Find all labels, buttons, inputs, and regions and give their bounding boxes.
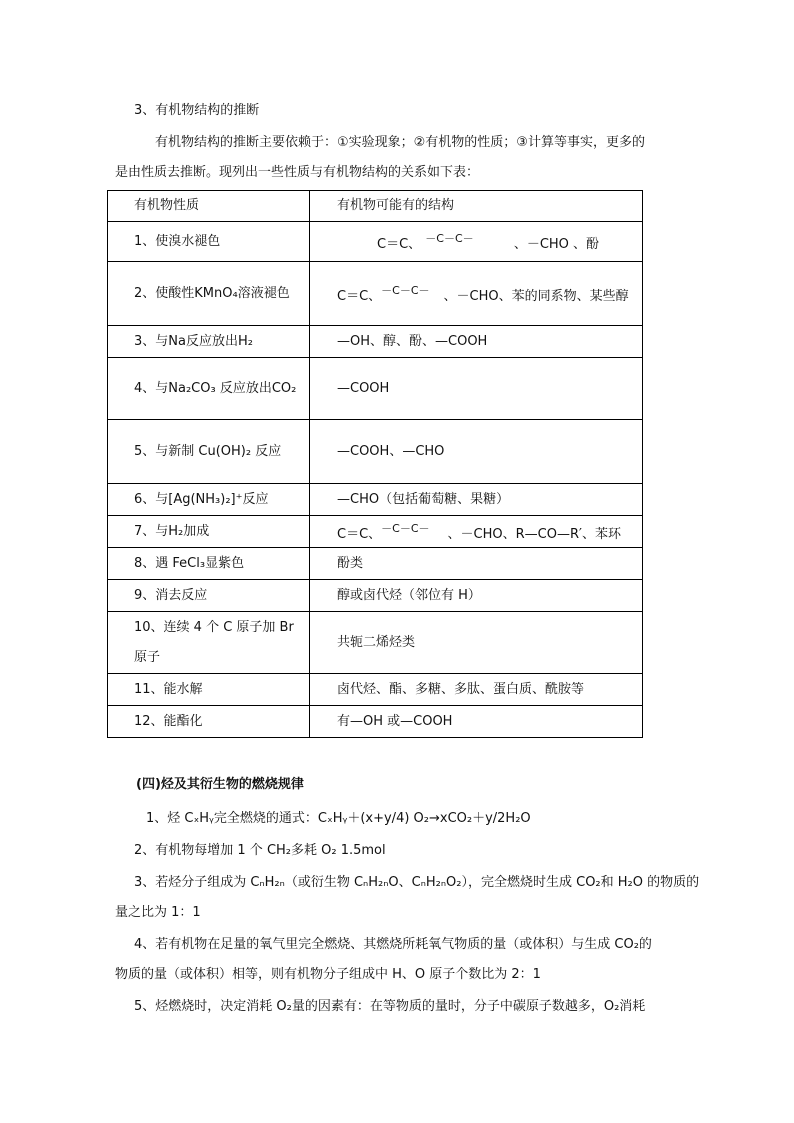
- structure-single-bond: －C－C－: [381, 283, 430, 297]
- table-cell-property: 4、与Na₂CO₃ 反应放出CO₂: [108, 358, 310, 420]
- table-cell-property: 11、能水解: [108, 674, 310, 706]
- table-cell-structure: —CHO（包括葡萄糖、果糖）: [310, 484, 643, 516]
- table-cell-structure: —COOH、—CHO: [310, 420, 643, 484]
- table-cell-structure: 有—OH 或—COOH: [310, 706, 643, 738]
- property-structure-table: [107, 190, 643, 738]
- table-cell-property: 5、与新制 Cu(OH)₂ 反应: [108, 420, 310, 484]
- structure-rest: 、－CHO 、酚: [513, 236, 600, 252]
- table-cell-structure: 卤代烃、酯、多糖、多肽、蛋白质、酰胺等: [310, 674, 643, 706]
- section3-title: 3、有机物结构的推断: [134, 103, 260, 118]
- section4-item: 1、烃 CₓHᵧ完全燃烧的通式：CₓHᵧ＋(x+y/4) O₂→xCO₂＋y/2H₂O: [146, 811, 531, 826]
- section4-item: 3、若烃分子组成为 CₙH₂ₙ（或衍生物 CₙH₂ₙO、CₙH₂ₙO₂），完全燃烧时生成 CO₂和 H₂O 的物质的: [134, 875, 700, 890]
- table-row: [108, 358, 643, 420]
- table-header-row: [108, 191, 643, 222]
- table-row: [108, 580, 643, 612]
- section4-item: 2、有机物每增加 1 个 CH₂多耗 O₂ 1.5mol: [134, 843, 386, 858]
- table-cell-structure: —COOH: [310, 358, 643, 420]
- table-row: [108, 516, 643, 548]
- section3-paragraph-line2: 是由性质去推断。现列出一些性质与有机物结构的关系如下表：: [115, 165, 480, 180]
- table-row: [108, 548, 643, 580]
- section4-item: 量之比为 1：1: [115, 905, 201, 920]
- table-cell-structure: [310, 222, 643, 262]
- structure-double-bond: C＝C、: [377, 236, 422, 252]
- table-cell-property: 7、与H₂加成: [108, 516, 310, 548]
- table-cell-property: 12、能酯化: [108, 706, 310, 738]
- table-cell-structure: 酚类: [310, 548, 643, 580]
- section4-item: 物质的量（或体积）相等，则有机物分子组成中 H、O 原子个数比为 2：1: [115, 967, 541, 982]
- table-cell-property: 10、连续 4 个 C 原子加 Br 原子: [108, 612, 310, 674]
- table-row: [108, 484, 643, 516]
- structure-single-bond: －C－C－: [425, 231, 474, 245]
- structure-rest: 、－CHO、苯的同系物、某些醇: [443, 288, 629, 304]
- table-row: [108, 674, 643, 706]
- structure-rest: 、－CHO、R—CO—R′、苯环: [447, 526, 621, 542]
- table-row: [108, 326, 643, 358]
- structure-single-bond: －C－C－: [381, 521, 430, 535]
- structure-double-bond: C＝C、: [337, 526, 382, 542]
- table-cell-property: 6、与[Ag(NH₃)₂]⁺反应: [108, 484, 310, 516]
- section3-paragraph-line1: 有机物结构的推断主要依赖于：①实验现象；②有机物的性质；③计算等事实，更多的: [155, 135, 645, 150]
- table-cell-property: 1、使溴水褪色: [108, 222, 310, 262]
- section4-title: (四)烃及其衍生物的燃烧规律: [136, 777, 304, 792]
- table-cell-structure: 醇或卤代烃（邻位有 H）: [310, 580, 643, 612]
- table-cell-property: 8、遇 FeCl₃显紫色: [108, 548, 310, 580]
- section4-item: 5、烃燃烧时，决定消耗 O₂量的因素有：在等物质的量时，分子中碳原子数越多，O₂消耗: [134, 999, 646, 1014]
- table-cell-structure: [310, 262, 643, 326]
- table-cell-structure: 共轭二烯烃类: [310, 612, 643, 674]
- table-cell-property: 9、消去反应: [108, 580, 310, 612]
- table-cell-structure: —OH、醇、酚、—COOH: [310, 326, 643, 358]
- table-row: [108, 706, 643, 738]
- table-row: [108, 222, 643, 262]
- table-cell-property: 3、与Na反应放出H₂: [108, 326, 310, 358]
- table-row: [108, 612, 643, 674]
- table-row: [108, 262, 643, 326]
- section4-item: 4、若有机物在足量的氧气里完全燃烧、其燃烧所耗氧气物质的量（或体积）与生成 CO₂的: [134, 937, 652, 952]
- table-cell-property: 2、使酸性KMnO₄溶液褪色: [108, 262, 310, 326]
- table-cell-structure: [310, 516, 643, 548]
- table-header-cell: 有机物可能有的结构: [310, 191, 643, 222]
- table-header-cell: 有机物性质: [108, 191, 310, 222]
- structure-double-bond: C＝C、: [337, 288, 382, 304]
- table-row: [108, 420, 643, 484]
